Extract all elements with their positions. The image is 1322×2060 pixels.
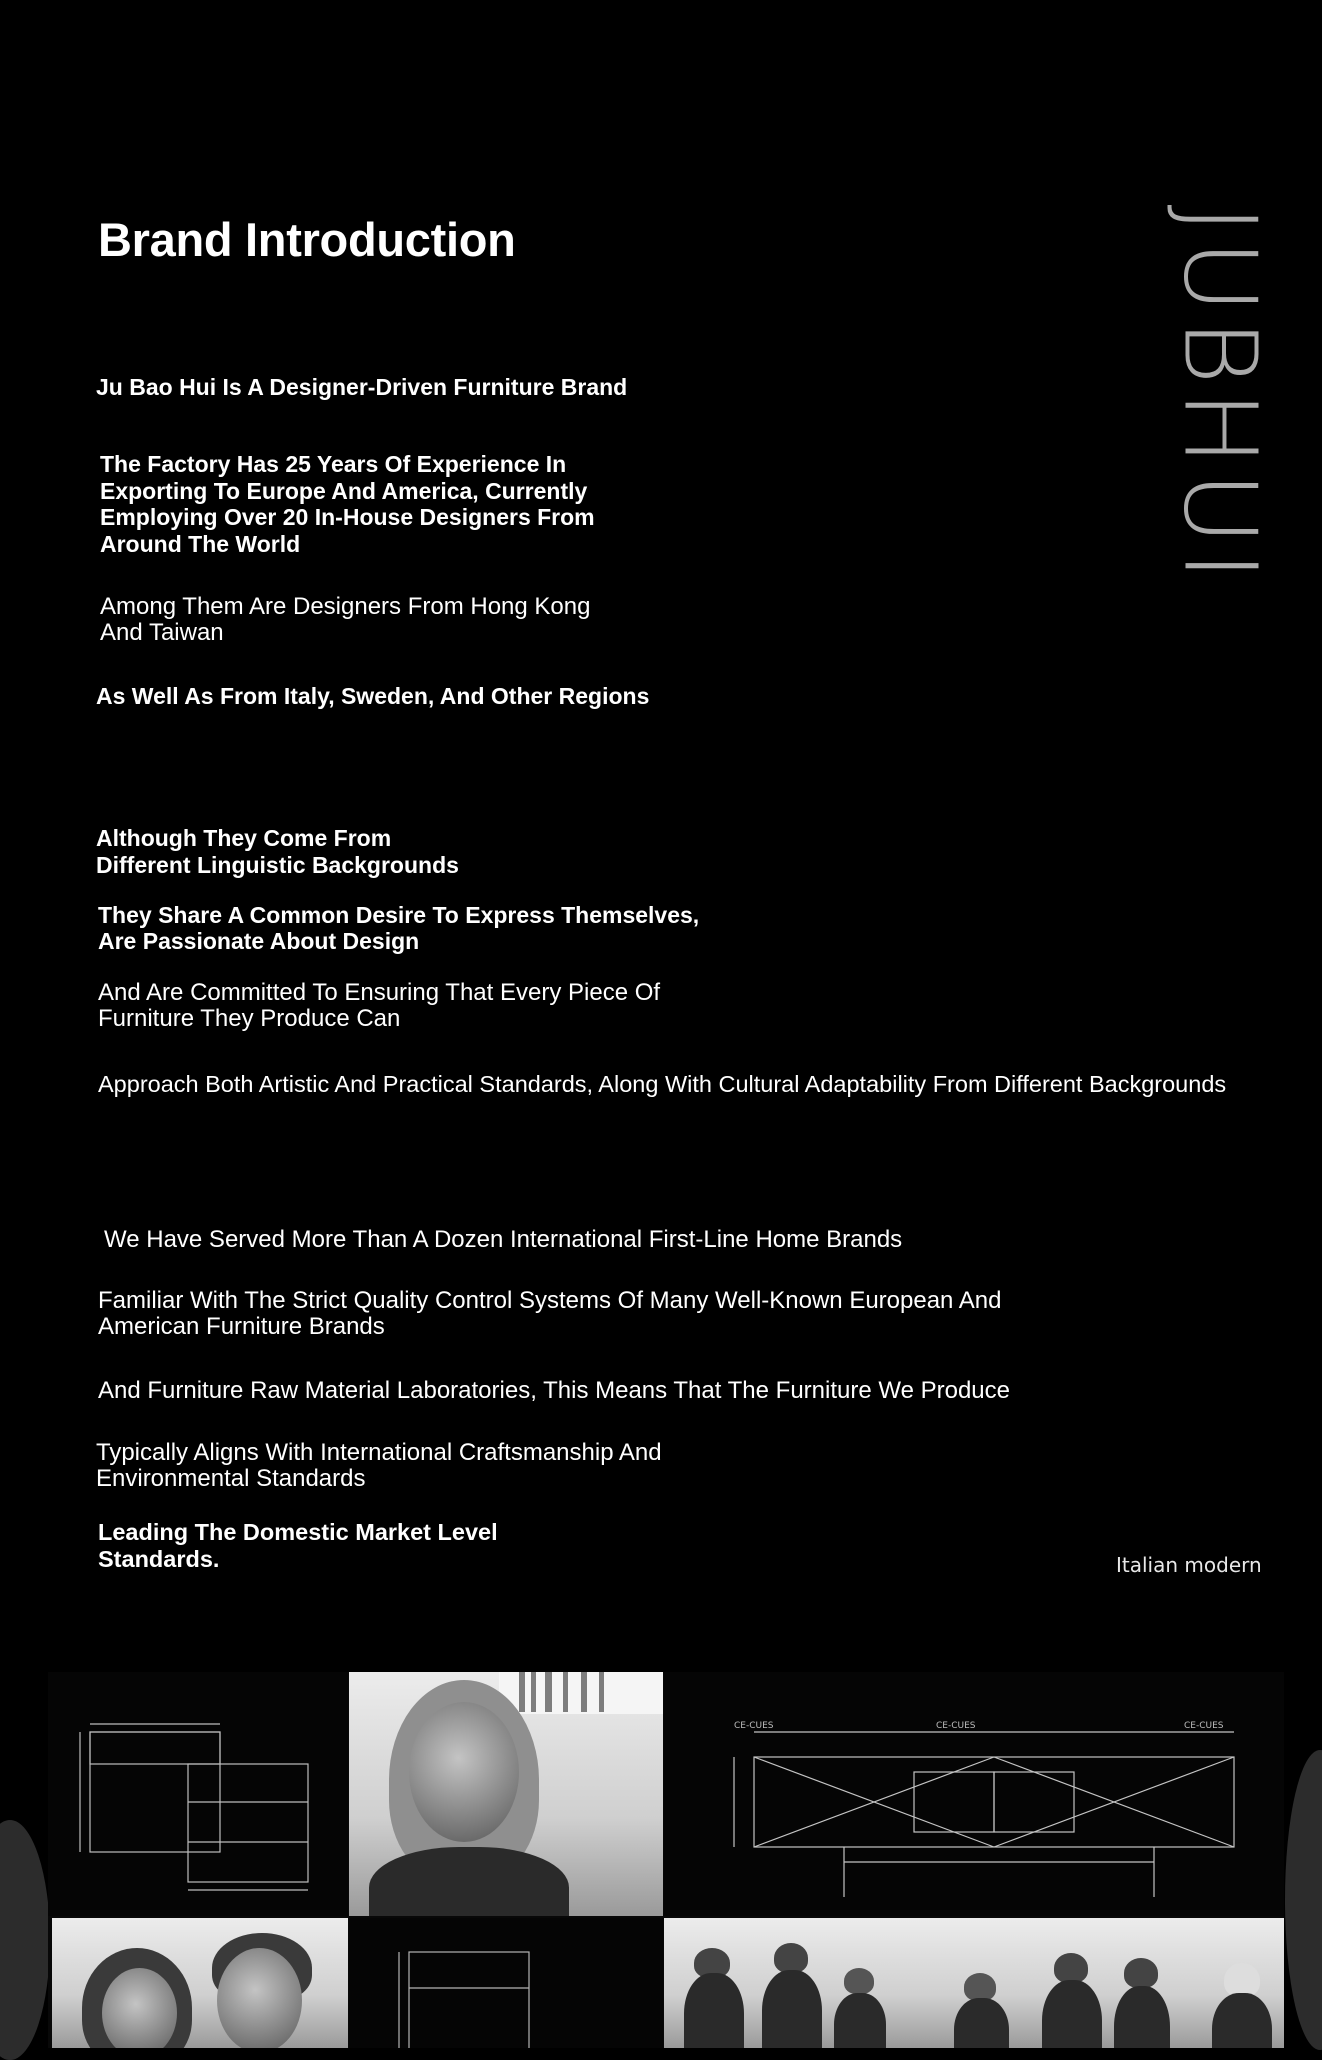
designer-gallery bbox=[48, 1672, 1284, 2048]
designers-paragraph-2: They Share A Common Desire To Express Themselves, Are Passionate About Design bbox=[98, 902, 700, 954]
clients-paragraph-2: Familiar With The Strict Quality Control Systems Of Many Well-Known European And American Furniture Brands bbox=[98, 1287, 1002, 1340]
style-tagline: Italian modern bbox=[1116, 1553, 1262, 1577]
brand-logo-text: JUBHUI bbox=[1161, 203, 1279, 587]
intro-paragraph-1: Ju Bao Hui Is A Designer-Driven Furniture Brand bbox=[96, 374, 628, 400]
page-title: Brand Introduction bbox=[98, 213, 516, 266]
intro-paragraph-4: As Well As From Italy, Sweden, And Other Regions bbox=[96, 683, 650, 709]
clients-paragraph-1: We Have Served More Than A Dozen International First-Line Home Brands bbox=[104, 1226, 903, 1253]
clients-paragraph-5: Leading The Domestic Market Level Standards. bbox=[98, 1519, 498, 1572]
brand-logo-vertical bbox=[1160, 185, 1280, 605]
foliage-right-image bbox=[1285, 1750, 1322, 2050]
cabinet-drawing-image bbox=[48, 1672, 348, 1916]
drawing-label: CE-CUES bbox=[936, 1721, 976, 1731]
designers-paragraph-1: Although They Come From Different Linguistic Backgrounds bbox=[96, 825, 459, 878]
foliage-left-image bbox=[0, 1820, 50, 2060]
clients-paragraph-3: And Furniture Raw Material Laboratories, This Means That The Furniture We Produce bbox=[98, 1377, 1010, 1404]
designer-portrait-woman-image bbox=[349, 1672, 663, 1916]
clients-paragraph-4: Typically Aligns With International Craftsmanship And Environmental Standards bbox=[96, 1439, 662, 1492]
design-team-photo-image bbox=[664, 1918, 1284, 2048]
designers-paragraph-3: And Are Committed To Ensuring That Every Piece Of Furniture They Produce Can bbox=[98, 979, 661, 1032]
intro-paragraph-3: Among Them Are Designers From Hong Kong And Taiwan bbox=[100, 593, 591, 646]
intro-paragraph-2: The Factory Has 25 Years Of Experience In Exporting To Europe And America, Currently Employing Over 20 In-House Designers From Around The World bbox=[100, 451, 595, 557]
sideboard-drawing-image bbox=[664, 1672, 1284, 1916]
designers-paragraph-4: Approach Both Artistic And Practical Standards, Along With Cultural Adaptability From Different Backgrounds bbox=[98, 1071, 1227, 1097]
furniture-drawing-image bbox=[349, 1918, 663, 2048]
drawing-label: CE-CUES bbox=[1184, 1721, 1224, 1731]
designers-duo-portrait-image bbox=[52, 1918, 348, 2048]
drawing-label: CE-CUES bbox=[734, 1721, 774, 1731]
